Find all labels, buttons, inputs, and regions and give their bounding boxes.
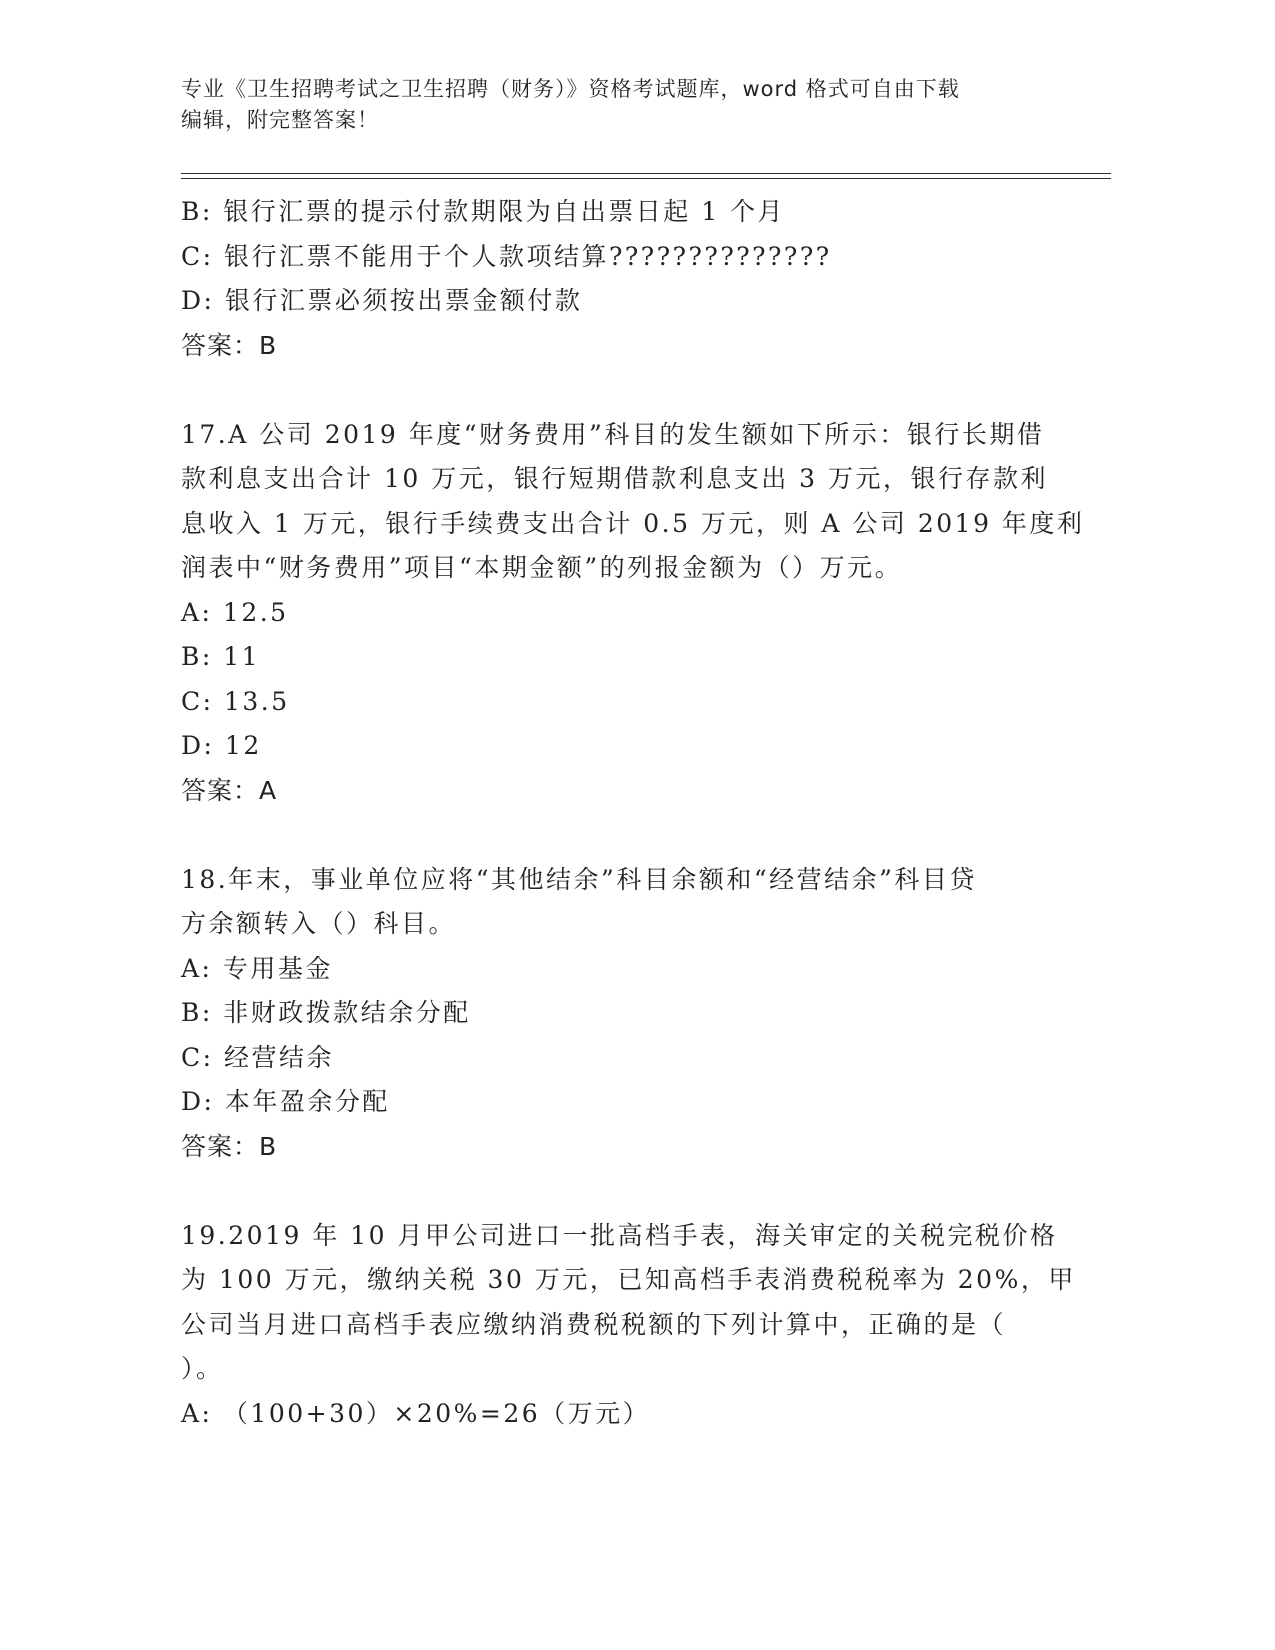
header-divider-bottom (181, 178, 1111, 179)
option-d: D: 银行汇票必须按出票金额付款 (181, 286, 583, 315)
question-stem-line: 息收入 1 万元，银行手续费支出合计 0.5 万元，则 A 公司 2019 年度利 (181, 508, 1085, 538)
option-a: A: 12.5 (181, 597, 289, 627)
question-stem-line: 款利息支出合计 10 万元，银行短期借款利息支出 3 万元，银行存款利 (181, 464, 1049, 493)
option-a: A: 专用基金 (181, 953, 333, 983)
option-b: B: 银行汇票的提示付款期限为自出票日起 1 个月 (181, 197, 786, 226)
option-c: C: 银行汇票不能用于个人款项结算?????????????? (181, 241, 832, 271)
answer-line: 答案：B (181, 1131, 278, 1161)
option-a: A: （100+30）×20%=26（万元） (181, 1398, 651, 1428)
answer-line: 答案：A (181, 775, 278, 805)
answer-line: 答案：B (181, 330, 278, 360)
question-stem-line: 19.2019 年 10 月甲公司进口一批高档手表，海关审定的关税完税价格 (181, 1220, 1058, 1250)
spacer (181, 1169, 1061, 1214)
question-stem-line: ）。 (181, 1354, 224, 1383)
option-c: C: 经营结余 (181, 1042, 334, 1072)
question-stem-line: 方余额转入（）科目。 (181, 909, 457, 938)
spacer (181, 813, 1061, 858)
header-divider-top (181, 173, 1111, 174)
document-body (181, 190, 1085, 1436)
option-d: D: 本年盈余分配 (181, 1087, 390, 1116)
document-header (181, 74, 1081, 136)
question-stem-line: 公司当月进口高档手表应缴纳消费税税额的下列计算中，正确的是（ (181, 1309, 1007, 1339)
question-16-tail (181, 190, 1061, 368)
question-19 (181, 1214, 1076, 1437)
question-18 (181, 858, 1061, 1170)
option-d: D: 12 (181, 731, 262, 760)
question-stem-line: 18.年末，事业单位应将“其他结余”科目余额和“经营结余”科目贷 (181, 864, 977, 894)
question-stem-line: 润表中“财务费用”项目“本期金额”的列报金额为（）万元。 (181, 553, 903, 582)
option-b: B: 11 (181, 642, 261, 671)
spacer (181, 368, 1061, 413)
question-17 (181, 413, 1085, 814)
question-stem-line: 17.A 公司 2019 年度“财务费用”科目的发生额如下所示：银行长期借 (181, 419, 1045, 449)
header-line-2: 编辑，附完整答案！ (181, 108, 379, 132)
option-b: B: 非财政拨款结余分配 (181, 998, 471, 1027)
header-line-1: 专业《卫生招聘考试之卫生招聘（财务）》资格考试题库，word 格式可自由下载 (181, 77, 960, 101)
option-c: C: 13.5 (181, 686, 290, 716)
question-stem-line: 为 100 万元，缴纳关税 30 万元，已知高档手表消费税税率为 20%，甲 (181, 1265, 1076, 1294)
